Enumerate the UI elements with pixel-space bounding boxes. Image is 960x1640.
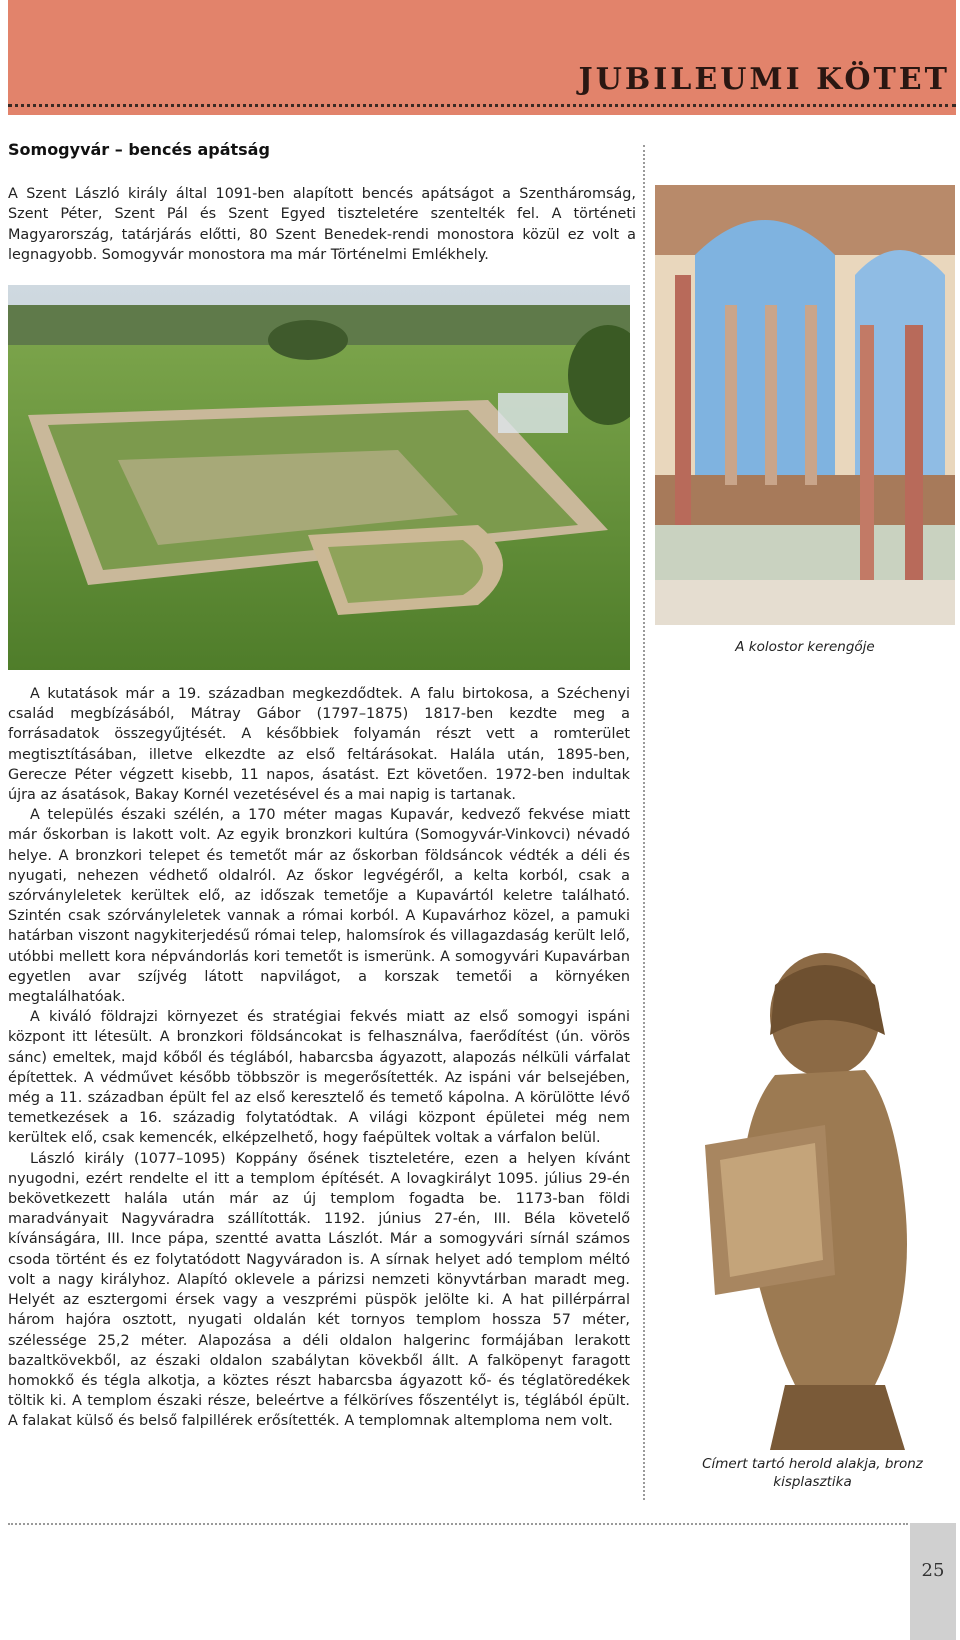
body-paragraph: A település északi szélén, a 170 méter magas Kupavár, kedvező fekvése miatt már őskorban is lakott volt. Az egyik bronzkori kultúra (Somogyvár-Vinkovci) névadó helye. A bronzkori telepet és temetőt már az őskorban földsáncok védték a déli és nyugati, nehezen védhető oldalról. Az őskor legvégéről, a kelta korból, csak a szórványleletek kerültek elő, az időszak temetője a Kupavártól keletre található. Szintén csak szórványleletek vannak a római korból. A Kupavárhoz közel, a pamuki határban viszont nagykiterjedésű római telep, halomsírok és villagazdaság került lelő, utóbbi mellett kora népvándorlás kori temetőt is ismerünk. A somogyvári Kupavárban egyetlen avar szíjvég látott napvilágot, a korszak temetői a környéken megtalálhatóak. [8,807,630,1006]
body-paragraph: László király (1077–1095) Koppány ősének tiszteletére, ezen a helyen kívánt nyugodni, ezért rendelte el itt a templom építését. A lovagkirályt 1095. július 29-én bekövetkezett halála után már az új templom fogadta be. 1173-ban földi maradványait Nagyváradra szállították. 1192. június 27-én, III. Béla követelő kívánságára, III. Ince pápa, szentté avatta Lászlót. Már a somogyvári sírnál számos csoda történt és ez folytatódott Nagyváradon is. A sírnak helyet adó templom méltó volt a nagy királyhoz. Alapító oklevele a párizsi nemzeti könyvtárban maradt meg. Helyét az esztergomi érsek vagy a veszprémi püspök jelölte ki. A hat pillérpárral három hajóra osztott, nyugati oldalán két tornyos templom hossza 57 méter, szélessége 25,2 méter. Alapozása a déli oldalon halgerinc formájában lerakott bazaltkövekből, az északi oldalon szabálytan kövekből állt. A falköpenyt faragott homokkő és tégla alkotja, a köztes részt habarcsba ágyazott kő- és téglatöredékek töltik ki. A templom északi része, beleértve a félköríves főszentélyt is, téglából épült. A falakat külső és belső falpillérek erősítették. A templomnak altemploma nem volt. [8,1150,630,1430]
body-paragraph: A kutatások már a 19. században megkezdődtek. A falu birtokosa, a Széchenyi család megbízásából, Mátray Gábor (1797–1875) 1817-ben kezdte meg a forrásadatok összegyűjtését. A későbbiek folyamán részt vett a romterület megtisztításában, illetve elkezdte az első feltárásokat. Halála után, 1895-ben, Gerecze Péter végzett kisebb, 11 napos, ásatást. Ezt követően. 1972-ben indultak újra az ásatások, Bakay Kornél vezetésével és a mai napig is tartanak. [8,686,630,804]
header-dotted-rule [8,104,956,107]
column-divider [643,145,645,1500]
footer-dotted-rule [8,1523,908,1525]
page-number: 25 [921,1560,945,1581]
cloister-photo [655,185,955,625]
section-title: Somogyvár – bencés apátság [8,140,270,159]
herald-statuette-photo [675,945,945,1450]
cloister-caption: A kolostor kerengője [735,639,875,655]
page-header-title: JUBILEUMI KÖTET [578,62,950,97]
body-paragraph: A kiváló földrajzi környezet és stratégiai fekvés miatt az első somogyi ispáni központ itt létesült. A bronzkori földsáncokat is felhasználva, faerődítést (ún. vörös sánc) emeltek, majd kőből és téglából, habarcsba ágyazott, alapozás nélküli várfalat építettek. A védművet később többször is megerősítették. Az ispáni vár belsejében, még a 11. században épült fel az első keresztelő és temető kápolna. A körülötte lévő temetkezések a 16. századig folytatódtak. A világi központ épületei még nem kerültek elő, csak kemencék, elképzelhető, hogy faépültek voltak a várfalon belül. [8,1009,630,1147]
header-band [8,0,956,115]
intro-paragraph: A Szent László király által 1091-ben alapított bencés apátságot a Szentháromság, Szent Péter, Szent Pál és Szent Egyed tiszteletére szentelték fel. A történeti Magyarország, tatárjárás előtti, 80 Szent Benedek-rendi monostora közül ez volt a legnagyobb. Somogyvár monostora ma már Történelmi Emlékhely. [8,186,636,264]
article-body [8,684,630,1432]
aerial-ruins-photo [8,285,630,670]
statuette-caption: Címert tartó herold alakja, bronz kisplasztika [702,1456,923,1490]
page-number-box [910,1523,956,1640]
